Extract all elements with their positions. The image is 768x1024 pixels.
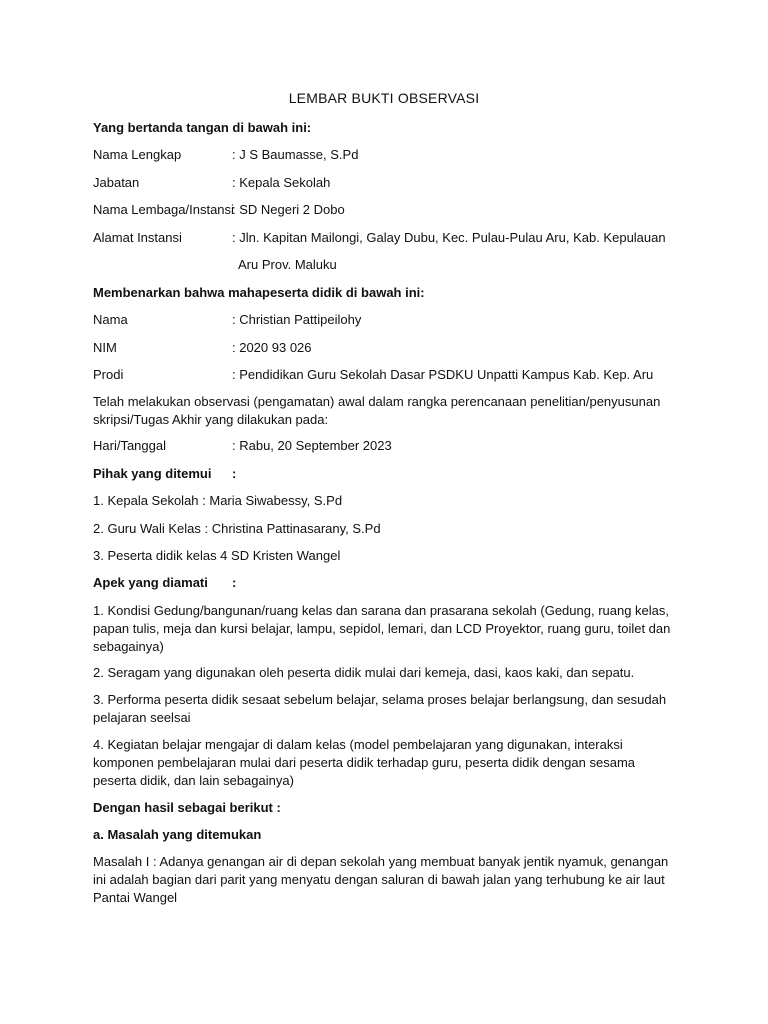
student-name-label: Nama [93, 312, 128, 327]
student-heading: Membenarkan bahwa mahapeserta didik di bawah ini: [93, 285, 425, 300]
signer-position-label: Jabatan [93, 175, 140, 190]
problems-heading: a. Masalah yang ditemukan [93, 827, 262, 842]
date-value: : Rabu, 20 September 2023 [232, 438, 392, 453]
aspects-colon: : [232, 575, 237, 590]
signer-position-row [93, 174, 330, 192]
student-nim-row [93, 339, 312, 357]
signer-name-row [93, 146, 358, 164]
student-prodi-row [93, 366, 653, 384]
signer-position-value: : Kepala Sekolah [232, 175, 331, 190]
aspects-heading-row [93, 574, 236, 592]
date-label: Hari/Tanggal [93, 438, 166, 453]
signer-name-label: Nama Lengkap [93, 147, 182, 162]
signer-institution-label: Nama Lembaga/Instansi [93, 202, 234, 217]
problem-1-text: Masalah I : Adanya genangan air di depan sekolah yang membuat banyak jentik nyamuk, genangan ini adalah bagian dari parit yang menyatu dengan saluran di bawah jalan yang terhubung ke air laut Pantai Wangel [93, 854, 669, 905]
aspect-item: 2. Seragam yang digunakan oleh peserta didik mulai dari kemeja, dasi, kaos kaki, dan sepatu. [93, 665, 635, 680]
aspect-item: 4. Kegiatan belajar mengajar di dalam kelas (model pembelajaran yang digunakan, interaksi komponen pembelajaran mulai dari peserta didik terhadap guru, peserta didik dengan sesama peserta didik, dan lain sebagainya) [93, 737, 636, 788]
party-item: 2. Guru Wali Kelas : Christina Pattinasarany, S.Pd [93, 521, 381, 536]
signer-address-row [93, 229, 666, 247]
observation-intro: Telah melakukan observasi (pengamatan) awal dalam rangka perencanaan penelitian/penyusunan skripsi/Tugas Akhir yang dilakukan pada: [93, 394, 661, 427]
student-name-value: : Christian Pattipeilohy [232, 312, 362, 327]
signer-institution-row [93, 201, 345, 219]
student-nim-value: : 2020 93 026 [232, 340, 312, 355]
signer-heading: Yang bertanda tangan di bawah ini: [93, 120, 312, 135]
signer-address-value: : Jln. Kapitan Mailongi, Galay Dubu, Kec. Pulau-Pulau Aru, Kab. Kepulauan [232, 230, 666, 245]
date-row [93, 437, 392, 455]
party-item: 3. Peserta didik kelas 4 SD Kristen Wangel [93, 548, 341, 563]
student-prodi-value: : Pendidikan Guru Sekolah Dasar PSDKU Unpatti Kampus Kab. Kep. Aru [232, 367, 654, 382]
aspects-heading: Apek yang diamati [93, 575, 208, 590]
signer-address-label: Alamat Instansi [93, 230, 182, 245]
document-title: LEMBAR BUKTI OBSERVASI [288, 90, 480, 106]
party-item: 1. Kepala Sekolah : Maria Siwabessy, S.Pd [93, 493, 343, 508]
parties-heading-row [93, 465, 236, 483]
aspect-item: 1. Kondisi Gedung/bangunan/ruang kelas dan sarana dan prasarana sekolah (Gedung, ruang kelas, papan tulis, meja dan kursi belajar, lampu, sepidol, lemari, dan LCD Proyektor, ruang guru, toilet dan sebagainya) [93, 603, 671, 654]
student-nim-label: NIM [93, 340, 117, 355]
parties-heading: Pihak yang ditemui [93, 466, 212, 481]
signer-name-value: : J S Baumasse, S.Pd [232, 147, 359, 162]
signer-address-continuation: Aru Prov. Maluku [238, 257, 337, 272]
student-name-row [93, 311, 361, 329]
parties-colon: : [232, 466, 237, 481]
student-prodi-label: Prodi [93, 367, 124, 382]
signer-institution-value: : SD Negeri 2 Dobo [232, 202, 345, 217]
results-heading: Dengan hasil sebagai berikut : [93, 800, 281, 815]
aspect-item: 3. Performa peserta didik sesaat sebelum belajar, selama proses belajar berlangsung, dan sesudah pelajaran seelsai [93, 692, 667, 725]
